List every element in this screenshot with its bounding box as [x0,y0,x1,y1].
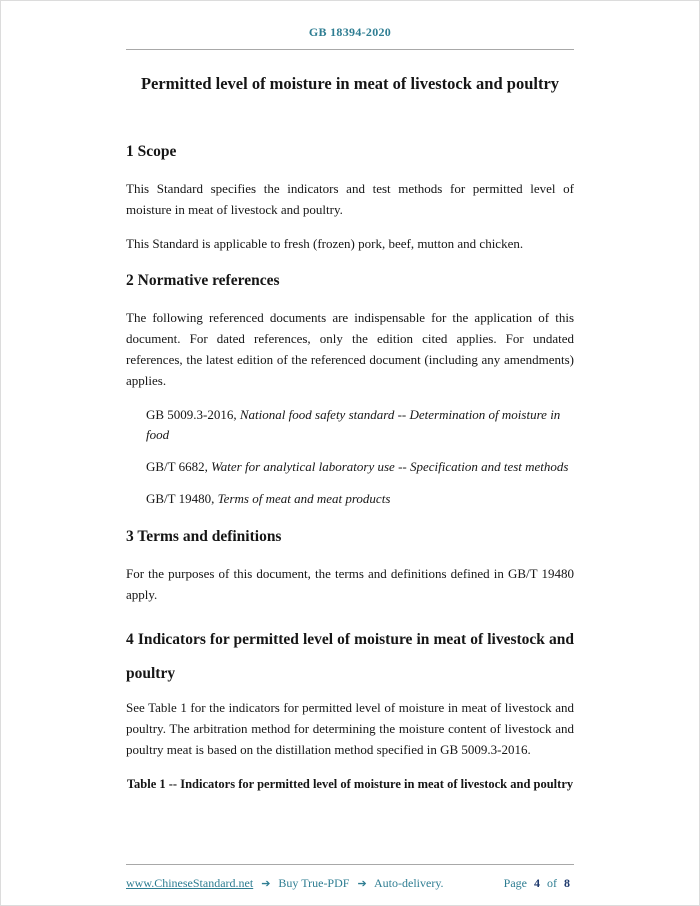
arrow-icon: ➔ [357,878,367,890]
footer-buy-label: Buy True-PDF [278,876,350,890]
arrow-icon: ➔ [261,878,271,890]
indicators-paragraph: See Table 1 for the indicators for permitted level of moisture in meat of livestock and poultry. The arbitration method for determining the moisture content of livestock and poultry meat is based on the distillation method specified in GB 5009.3-2016. [126,700,574,757]
footer-delivery-label: Auto-delivery. [374,876,444,890]
document-header [126,1,574,50]
footer-branding [126,876,444,891]
total-page-number: 8 [564,876,570,890]
page-label: Page [503,876,527,890]
of-label: of [547,876,557,890]
section-heading-scope: 1 Scope [126,143,177,161]
footer-row [126,876,574,891]
section-heading-normative: 2 Normative references [126,272,280,290]
document-footer [126,864,574,891]
scope-paragraph-1: This Standard specifies the indicators and test methods for permitted level of moisture in meat of livestock and poultry. [126,181,574,217]
reference-title: Terms of meat and meat products [217,491,391,507]
section-heading-terms: 3 Terms and definitions [126,527,282,545]
reference-title: Water for analytical laboratory use -- Specification and test methods [211,459,569,475]
terms-paragraph: For the purposes of this document, the terms and definitions defined in GB/T 19480 apply. [126,565,574,602]
scope-paragraph-2: This Standard is applicable to fresh (frozen) pork, beef, mutton and chicken. [126,235,524,251]
reference-code: GB 5009.3-2016, [146,406,240,422]
section-normative-references [126,272,574,509]
reference-title: National food safety standard -- Determination of moisture in food [146,406,561,443]
section-scope [126,143,574,254]
document-title: Permitted level of moisture in meat of livestock and poultry [140,74,560,93]
reference-code: GB/T 19480, [146,491,218,507]
section-heading-indicators: 4 Indicators for permitted level of moisture in meat of livestock and poultry [126,631,574,682]
footer-divider [126,864,574,865]
current-page-number: 4 [534,876,540,890]
standard-code: GB 18394-2020 [308,25,392,39]
table-1-caption: Table 1 -- Indicators for permitted level of moisture in meat of livestock and poultry [126,777,574,792]
footer-link[interactable]: www.ChineseStandard.net [126,876,254,890]
reference-item [146,489,574,510]
reference-code: GB/T 6682, [146,459,212,475]
reference-item [146,457,574,478]
normative-intro-paragraph: The following referenced documents are indispensable for the application of this document. For dated references, only the edition cited applies. For undated references, the latest edition of the referenced document (including any amendments) applies. [126,310,574,388]
header-divider [126,49,574,50]
section-terms-definitions [126,528,574,606]
page-content [126,1,574,796]
page-indicator [504,876,574,891]
reference-item [146,405,574,447]
section-indicators [126,623,574,795]
